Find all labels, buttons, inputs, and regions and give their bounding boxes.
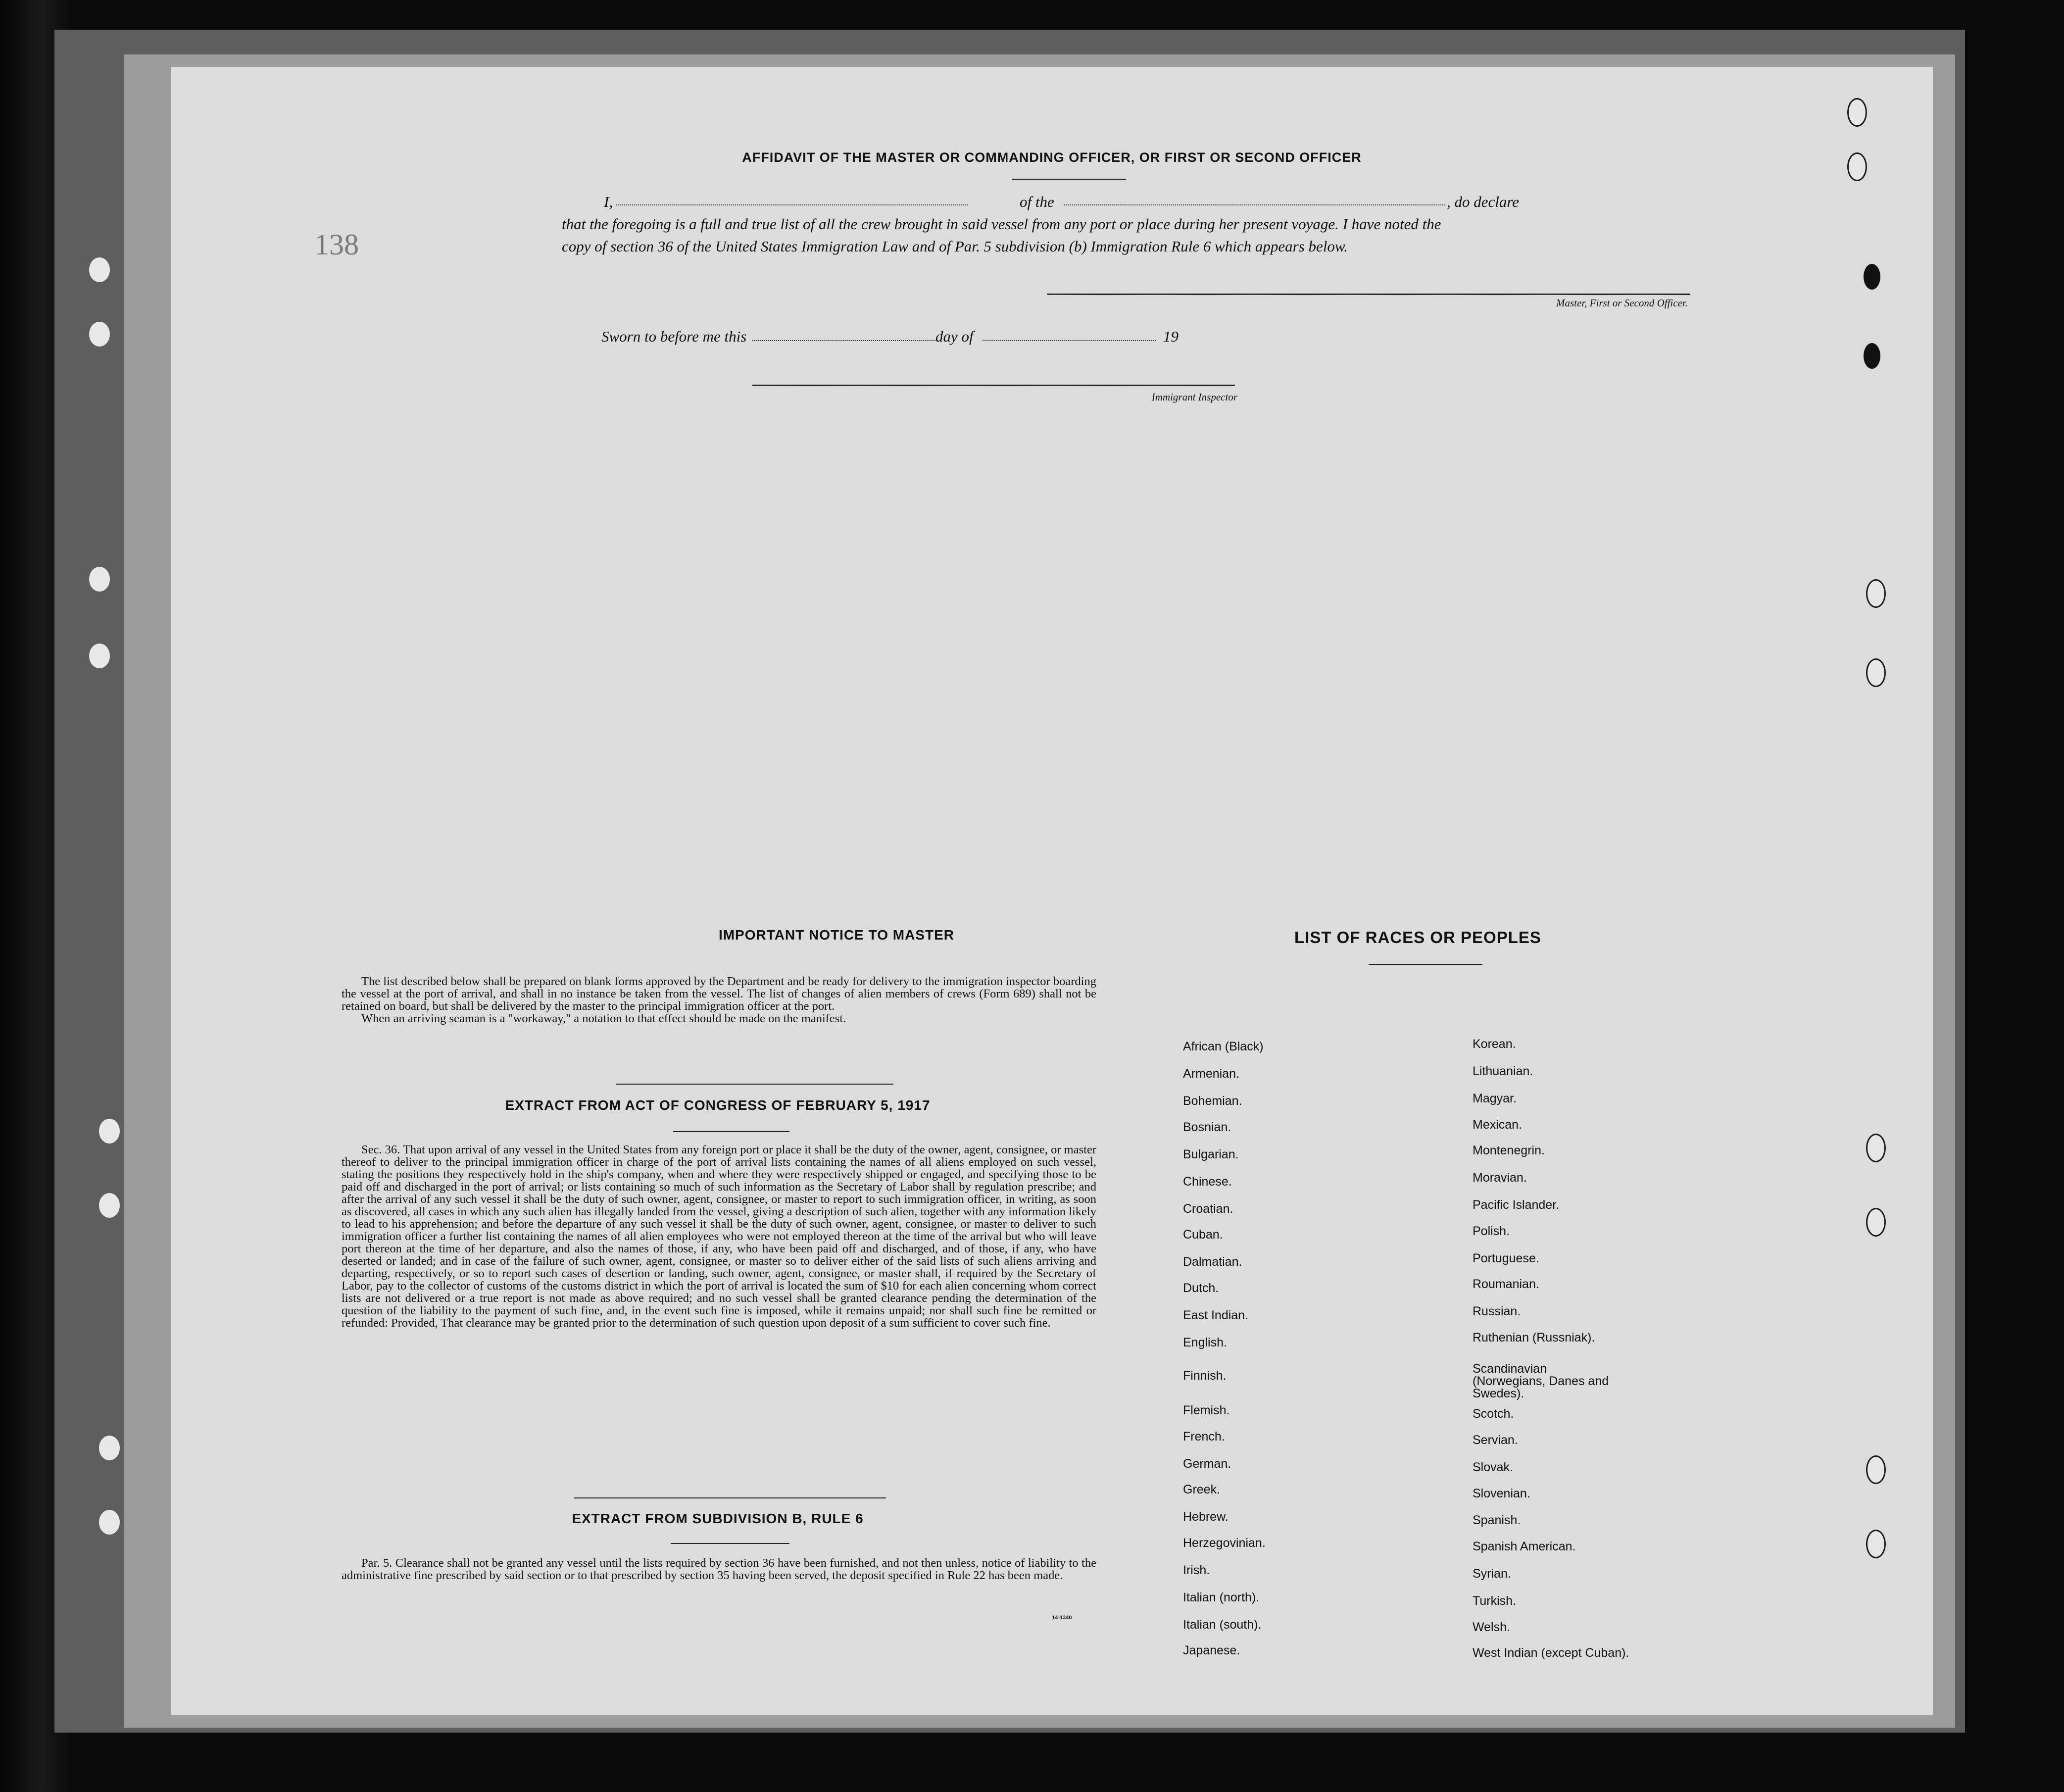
- binder-hole: [99, 1193, 120, 1218]
- sworn-month-field[interactable]: [983, 340, 1156, 341]
- affidavit-i-label: I,: [604, 193, 613, 210]
- binder-hole: [1866, 1530, 1886, 1558]
- binder-hole: [89, 257, 110, 282]
- race-item: Portuguese.: [1473, 1251, 1539, 1265]
- binder-hole: [1866, 1208, 1886, 1237]
- race-item: West Indian (except Cuban).: [1473, 1646, 1629, 1660]
- sworn-label: Sworn to before me this: [601, 328, 747, 345]
- race-item: French.: [1183, 1430, 1225, 1444]
- affidavit-of-the-label: of the: [1020, 193, 1054, 210]
- binder-hole: [1862, 262, 1882, 291]
- catalog-number: 14-1340: [1052, 1615, 1072, 1621]
- race-item: Dalmatian.: [1183, 1255, 1242, 1269]
- race-item: Polish.: [1473, 1224, 1510, 1238]
- race-item: Spanish.: [1473, 1513, 1521, 1527]
- race-item: Montenegrin.: [1473, 1144, 1545, 1157]
- race-item: Syrian.: [1473, 1567, 1511, 1581]
- race-item: Bosnian.: [1183, 1120, 1231, 1134]
- affidavit-title: AFFIDAVIT OF THE MASTER OR COMMANDING OFFICER, OR FIRST OR SECOND OFFICER: [742, 150, 1362, 165]
- binder-hole: [99, 1510, 120, 1535]
- race-item: Finnish.: [1183, 1369, 1227, 1383]
- notice-text: [342, 975, 1096, 1025]
- race-item: Dutch.: [1183, 1281, 1219, 1295]
- races-title: LIST OF RACES OR PEOPLES: [1294, 928, 1541, 946]
- race-item: Mexican.: [1473, 1118, 1523, 1132]
- race-item: Magyar.: [1473, 1092, 1517, 1105]
- race-item: Russian.: [1473, 1304, 1521, 1318]
- race-item: Croatian.: [1183, 1202, 1233, 1216]
- race-item: Slovak.: [1473, 1460, 1513, 1474]
- race-item: Japanese.: [1183, 1643, 1240, 1657]
- notice-paragraph-2: When an arriving seaman is a "workaway," a notation to that effect should be made on the manifest.: [361, 1012, 846, 1025]
- race-item: African (Black): [1183, 1040, 1264, 1053]
- race-item: Italian (north).: [1183, 1591, 1260, 1604]
- race-item: Korean.: [1473, 1037, 1516, 1051]
- race-item: Flemish.: [1183, 1403, 1230, 1417]
- affidavit-line-2: that the foregoing is a full and true list of all the crew brought in said vessel from any port or place during her present voyage. I have noted the: [562, 215, 1441, 233]
- race-item: Greek.: [1183, 1483, 1221, 1496]
- race-item: German.: [1183, 1457, 1231, 1471]
- rule-extract-title: EXTRACT FROM SUBDIVISION B, RULE 6: [572, 1511, 864, 1526]
- race-item: Moravian.: [1473, 1171, 1527, 1185]
- inspector-signature-field[interactable]: [752, 385, 1235, 386]
- master-name-field[interactable]: [616, 204, 968, 205]
- binder-hole: [89, 567, 110, 592]
- form-sheet: [171, 67, 1933, 1715]
- binder-hole: [1847, 98, 1867, 127]
- binder-hole: [99, 1119, 120, 1144]
- race-item: Scandinavian (Norwegians, Danes and Swedes).: [1473, 1362, 1609, 1400]
- race-item: Ruthenian (Russniak).: [1473, 1331, 1595, 1344]
- race-item: Scotch.: [1473, 1407, 1514, 1421]
- binder-hole: [99, 1436, 120, 1460]
- divider: [1012, 179, 1126, 180]
- notice-title: IMPORTANT NOTICE TO MASTER: [718, 927, 955, 943]
- race-item: English.: [1183, 1336, 1227, 1349]
- affidavit-line-3: copy of section 36 of the United States Immigration Law and of Par. 5 subdivision (b) Immigration Rule 6 which appears below.: [562, 238, 1348, 255]
- binder-hole: [1866, 658, 1886, 687]
- race-item: Italian (south).: [1183, 1618, 1262, 1632]
- race-item: East Indian.: [1183, 1308, 1249, 1322]
- act-extract-title: EXTRACT FROM ACT OF CONGRESS OF FEBRUARY 5, 1917: [505, 1097, 931, 1113]
- section-36-paragraph: Sec. 36. That upon arrival of any vessel in the United States from any foreign port or place it shall be the duty of the owner, agent, consignee, or master thereof to deliver to the principal immigration officer in charge of the port of arrival lists containing the names of all aliens employed on such vessel, stating the positions they respectively hold in the ship's company, when and where they were respectively shipped or engaged, and specifying those to be paid off and discharged in the port of arrival; or lists containing so much of such information as the Secretary of Labor shall by regulation prescribe; and after the arrival of any such vessel it shall be the duty of such owner, agent, consignee, or master to report to such immigration officer, in writing, as soon as discovered, all cases in which any such alien has illegally landed from the vessel, giving a description of such alien, together with any information likely to lead to his apprehension; and before the departure of any such vessel it shall be the duty of such owner, agent, consignee, or master to deliver to such immigration officer a further list containing the names of all alien employees who were not employed thereon at the time of the arrival but who will leave port thereon at the time of her departure, and also the names of those, if any, who have been paid off and discharged, and of those, if any, who have deserted or landed; and in case of the failure of such owner, agent, consignee, or master so to deliver either of the said lists of such aliens arriving and departing, respectively, or so to report such cases of desertion or landing, such owner, agent, consignee, or master shall, if required by the Secretary of Labor, pay to the collector of customs of the customs district in which the port of arrival is located the sum of $10 for each alien concerning whom correct lists are not delivered or a true report is not made as above required; and no such vessel shall be granted clearance pending the determination of the question of the liability to the payment of such fine, and, in the event such fine is imposed, while it remains unpaid; nor shall such fine be remitted or refunded: Provided, That clearance may be granted prior to the determination of such question upon deposit of a sum sufficient to cover such fine.: [342, 1143, 1096, 1330]
- binder-hole: [1866, 579, 1886, 608]
- race-item: Welsh.: [1473, 1620, 1510, 1634]
- binder-hole: [1866, 1134, 1886, 1162]
- binder-hole: [1866, 1455, 1886, 1484]
- binder-hole: [89, 644, 110, 668]
- master-signature-field[interactable]: [1047, 294, 1690, 295]
- divider: [616, 1084, 893, 1085]
- binder-hole: [1847, 152, 1867, 181]
- race-item: Servian.: [1473, 1433, 1518, 1447]
- par-5-paragraph: Par. 5. Clearance shall not be granted any vessel until the lists required by section 36 have been furnished, and not then unless, notice of liability to the administrative fine prescribed by said section or to that prescribed by section 35 having been served, the deposit specified in Rule 22 has been made.: [342, 1556, 1096, 1582]
- race-item: Cuban.: [1183, 1228, 1223, 1242]
- race-item: Hebrew.: [1183, 1510, 1229, 1524]
- race-item: Pacific Islander.: [1473, 1198, 1560, 1212]
- race-item: Bulgarian.: [1183, 1147, 1239, 1161]
- affidavit-declare-label: , do declare: [1447, 193, 1520, 210]
- vessel-name-field[interactable]: [1064, 204, 1445, 205]
- race-item: Spanish American.: [1473, 1540, 1576, 1553]
- divider: [574, 1497, 886, 1498]
- sworn-day-field[interactable]: [752, 340, 935, 341]
- year-label: 19: [1163, 328, 1179, 345]
- page-number: 138: [314, 228, 359, 261]
- inspector-label: Immigrant Inspector: [1151, 391, 1237, 403]
- race-item: Turkish.: [1473, 1594, 1516, 1608]
- race-item: Herzegovinian.: [1183, 1536, 1266, 1550]
- race-item: Bohemian.: [1183, 1094, 1242, 1108]
- race-item: Chinese.: [1183, 1175, 1232, 1189]
- race-item: Armenian.: [1183, 1067, 1239, 1081]
- race-item: Roumanian.: [1473, 1277, 1539, 1291]
- notice-paragraph-1: The list described below shall be prepared on blank forms approved by the Department and be ready for delivery to the immigration inspector boarding the vessel at the port of arrival, and shall in no instance be taken from the vessel. The list of changes of alien members of crews (Form 689) shall not be retained on board, but shall be delivered by the master to the principal immigration officer at the port.: [342, 975, 1096, 1013]
- divider: [671, 1543, 789, 1544]
- binder-hole: [89, 322, 110, 347]
- act-extract-text: [342, 1144, 1096, 1329]
- divider: [1369, 964, 1482, 965]
- race-item: Irish.: [1183, 1563, 1210, 1577]
- race-item: Slovenian.: [1473, 1487, 1530, 1500]
- race-item: Lithuanian.: [1473, 1064, 1533, 1078]
- day-of-label: day of: [935, 328, 974, 345]
- binder-hole: [1862, 342, 1882, 370]
- divider: [673, 1131, 789, 1132]
- master-signature-label: Master, First or Second Officer.: [1556, 297, 1688, 309]
- rule-extract-text: [342, 1557, 1096, 1582]
